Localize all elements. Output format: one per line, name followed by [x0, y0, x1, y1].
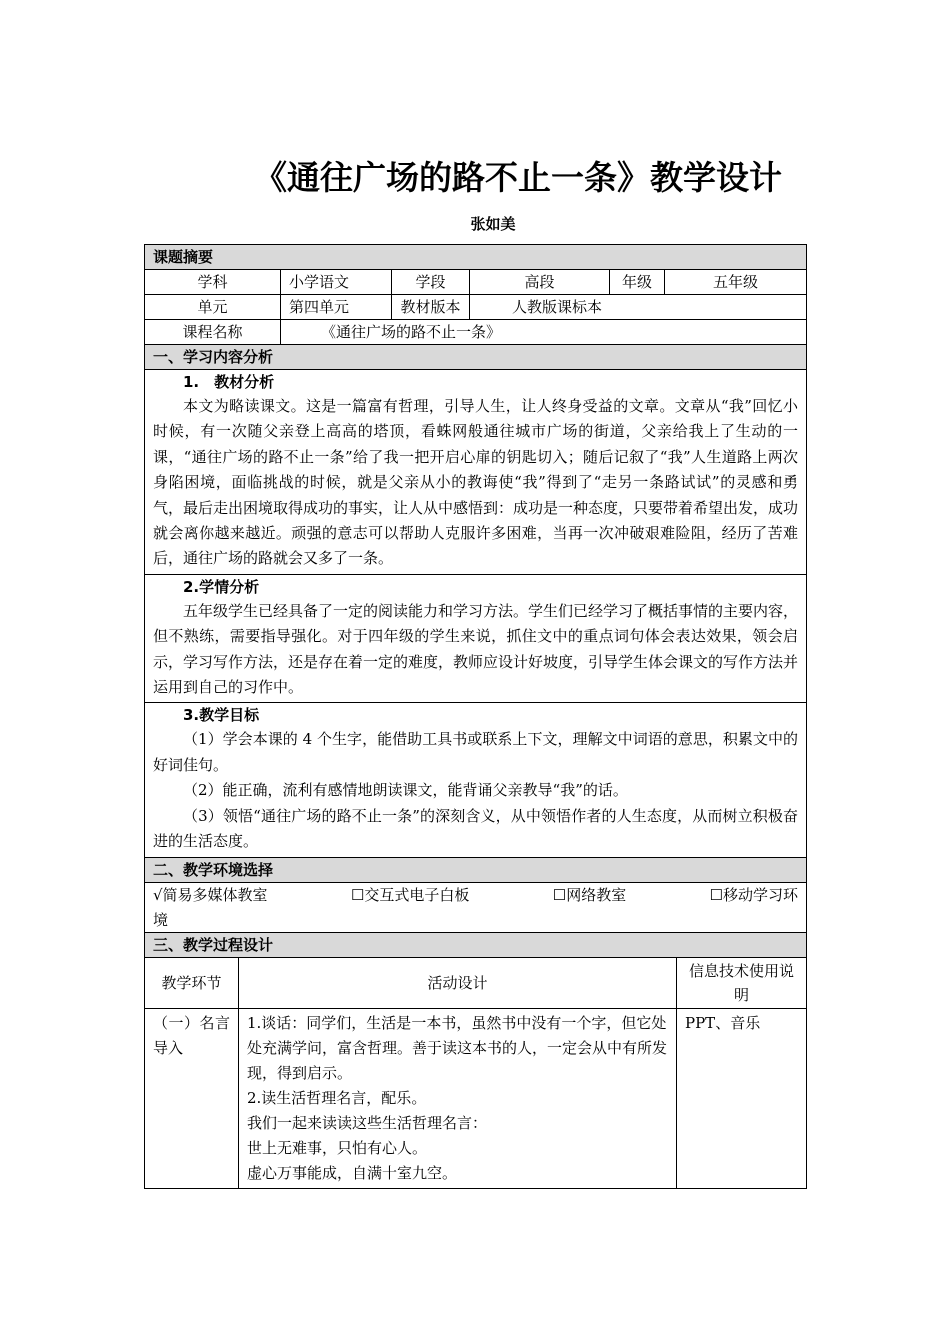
activity-line: 虚心万事能成，自满十室九空。 [247, 1163, 458, 1182]
unit-label: 单元 [145, 295, 281, 320]
edition-label: 教材版本 [392, 295, 470, 320]
analysis-header: 一、学习内容分析 [145, 345, 807, 370]
author-name: 张如美 [470, 215, 516, 233]
env-option-multimedia: √简易多媒体教室 [153, 885, 268, 904]
activity-line: 世上无难事，只怕有心人。 [247, 1138, 428, 1157]
textbook-analysis-title: 1. 教材分析 [183, 373, 275, 391]
subject-value: 小学语文 [281, 270, 392, 295]
col-header-activity: 活动设计 [239, 957, 677, 1008]
summary-header: 课题摘要 [145, 245, 807, 270]
goal-item: （2）能正确，流利有感情地朗读课文，能背诵父亲教导“我”的话。 [183, 781, 628, 800]
process-stage-cell: （一）名言导入 [145, 1008, 239, 1188]
course-label: 课程名称 [145, 320, 281, 345]
stage-label: 学段 [392, 270, 470, 295]
lesson-plan-table [144, 244, 806, 1189]
teaching-goals-title: 3.教学目标 [183, 706, 260, 725]
subject-label: 学科 [145, 270, 281, 295]
goal-item: （1）学会本课的 4 个生字，能借助工具书或联系上下文，理解文中词语的意思，积累文中的好词佳句。 [153, 730, 799, 774]
course-value: 《通往广场的路不止一条》 [281, 320, 807, 345]
process-tech-cell: PPT、音乐 [677, 1008, 807, 1188]
stage-value: 高段 [470, 270, 610, 295]
process-header: 三、教学过程设计 [145, 932, 807, 957]
document-title: 《通往广场的路不止一条》教学设计 [254, 158, 782, 197]
col-header-tech: 信息技术使用说明 [677, 957, 807, 1008]
col-header-stage: 教学环节 [145, 957, 239, 1008]
env-option-network: ☐网络教室 [552, 885, 627, 904]
activity-line: 1.谈话：同学们，生活是一本书，虽然书中没有一个字，但它处处充满学问，富含哲理。善于读这本书的人，一定会从中有所发现，得到启示。 [247, 1013, 668, 1082]
process-activity-cell [239, 1008, 677, 1188]
env-option-whiteboard: ☐交互式电子白板 [350, 885, 470, 904]
grade-label: 年级 [610, 270, 665, 295]
environment-header: 二、教学环境选择 [145, 857, 807, 882]
env-overflow-text: 境 [153, 910, 169, 929]
unit-value: 第四单元 [281, 295, 392, 320]
env-option-mobile: ☐移动学习环 [709, 885, 799, 904]
goal-item: （3）领悟“通往广场的路不止一条”的深刻含义，从中领悟作者的人生态度，从而树立积极奋进的生活态度。 [153, 806, 799, 851]
activity-line: 我们一起来读读这些生活哲理名言： [247, 1113, 488, 1132]
activity-line: 2.读生活哲理名言，配乐。 [247, 1088, 427, 1107]
textbook-analysis-text: 本文为略读课文。这是一篇富有哲理，引导人生，让人终身受益的文章。文章从“我”回忆小时候，有一次随父亲登上高高的塔顶，看蛛网般通往城市广场的街道，父亲给我上了生动的一课，“通往广场的路不止一条”给了我一把开启心扉的钥匙切入；随后记叙了“我”人生道路上两次身陷困境，面临挑战的时候，就是父亲从小的教诲使“我”得到了“走另一条路试试”的灵感和勇气，最后走出困境取得成功的事实，让人从中感悟到：成功是一种态度，只要带着希望出发，成功就会离你越来越近。顽强的意志可以帮助人克服许多困难，当再一次冲破艰难险阻，经历了苦难后，通往广场的路就会又多了一条。 [153, 397, 799, 568]
learner-analysis-text: 五年级学生已经具备了一定的阅读能力和学习方法。学生们已经学习了概括事情的主要内容，但不熟练，需要指导强化。对于四年级的学生来说，抓住文中的重点词句体会表达效果，领会启示，学习写作方法，还是存在着一定的难度，教师应设计好坡度，引导学生体会课文的写作方法并运用到自己的习作中。 [153, 601, 799, 697]
learner-analysis-title: 2.学情分析 [183, 577, 260, 596]
edition-value: 人教版课标本 [470, 295, 807, 320]
grade-value: 五年级 [665, 270, 807, 295]
